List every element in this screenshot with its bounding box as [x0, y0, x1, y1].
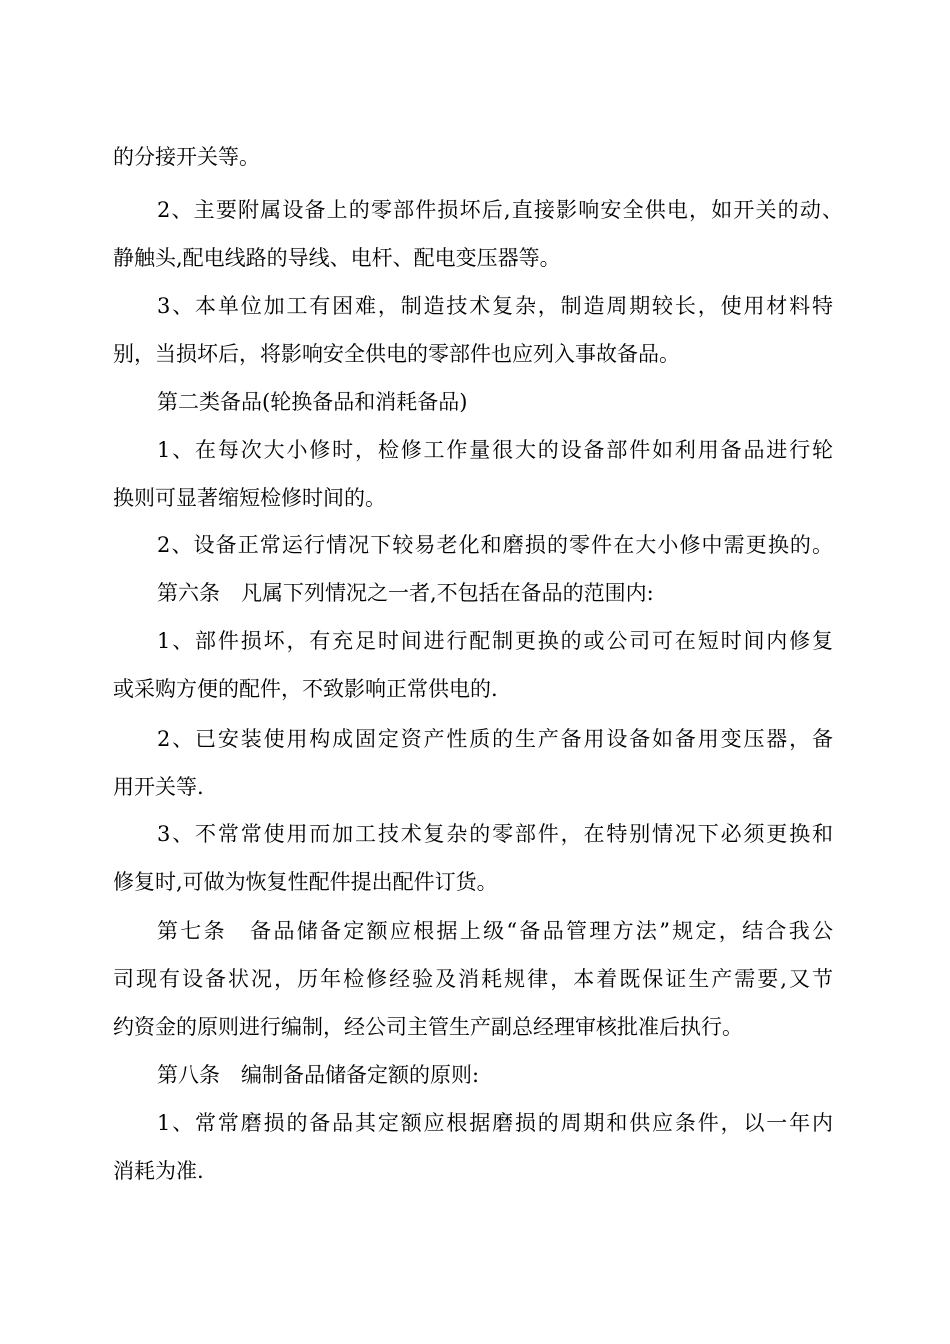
text-line: 2、已安装使用构成固定资产性质的生产备用设备如备用变压器，备 [157, 727, 833, 751]
text-line: 3、不常常使用而加工技术复杂的零部件，在特别情况下必须更换和 [157, 822, 833, 846]
text-line: 修复时,可做为恢复性配件提出配件订货。 [113, 870, 498, 894]
text-line: 用开关等. [113, 775, 204, 799]
text-line: 消耗为准. [113, 1159, 204, 1183]
text-line: 1、常常磨损的备品其定额应根据磨损的周期和供应条件，以一年内 [157, 1111, 833, 1135]
text-line: 约资金的原则进行编制，经公司主管生产副总经理审核批准后执行。 [113, 1015, 743, 1039]
article-heading: 第七条 备品储备定额应根据上级“备品管理方法”规定，结合我公 [157, 919, 833, 943]
text-line: 或采购方便的配件，不致影响正常供电的. [113, 677, 498, 701]
text-line: 别，当损坏后，将影响安全供电的零部件也应列入事故备品。 [113, 342, 680, 366]
text-line: 静触头,配电线路的导线、电杆、配电变压器等。 [113, 246, 561, 270]
section-heading: 第二类备品(轮换备品和消耗备品) [157, 390, 468, 414]
text-line: 1、部件损坏，有充足时间进行配制更换的或公司可在短时间内修复 [157, 629, 833, 653]
text-line: 换则可显著缩短检修时间的。 [113, 486, 386, 510]
text-line: 3、本单位加工有困难，制造技术复杂，制造周期较长，使用材料特 [157, 294, 833, 318]
text-line: 1、在每次大小修时，检修工作量很大的设备部件如利用备品进行轮 [157, 438, 833, 462]
article-heading: 第六条 凡属下列情况之一者,不包括在备品的范围内: [157, 581, 654, 605]
text-line: 2、主要附属设备上的零部件损坏后,直接影响安全供电，如开关的动、 [157, 198, 843, 222]
article-heading: 第八条 编制备品储备定额的原则: [157, 1063, 480, 1087]
text-line: 司现有设备状况，历年检修经验及消耗规律，本着既保证生产需要,又节 [113, 967, 833, 991]
text-line: 2、设备正常运行情况下较易老化和磨损的零件在大小修中需更换的。 [157, 533, 833, 557]
text-line: 的分接开关等。 [113, 145, 260, 169]
